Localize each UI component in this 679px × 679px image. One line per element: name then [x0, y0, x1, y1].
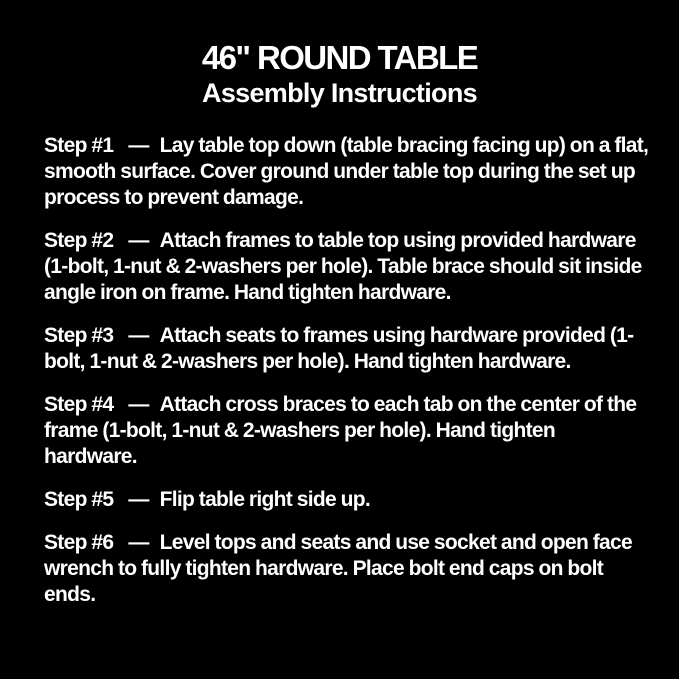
step-paragraph — [44, 530, 649, 608]
step-paragraph — [44, 323, 649, 375]
step-dash: — — [128, 393, 149, 416]
step-label: Step #6 — [44, 531, 114, 554]
step-label: Step #5 — [44, 488, 114, 511]
step-paragraph — [44, 487, 649, 513]
step-dash: — — [128, 324, 149, 347]
header — [0, 0, 679, 108]
step-body: Lay table top down (table bracing facing up) on a flat, smooth surface. Cover ground under table top during the set up process to prevent damage. — [44, 134, 649, 209]
step-label: Step #3 — [44, 324, 114, 347]
step-dash: — — [128, 229, 149, 252]
step-paragraph — [44, 228, 649, 306]
step-body: Attach frames to table top using provided hardware (1-bolt, 1-nut & 2-washers per hole). Table brace should sit inside angle iron on frame. Hand tighten hardware. — [44, 229, 642, 304]
page-subtitle: Assembly Instructions — [202, 78, 477, 108]
step-label: Step #4 — [44, 393, 114, 416]
step-dash: — — [128, 488, 149, 511]
step-label: Step #2 — [44, 229, 114, 252]
steps-list — [0, 133, 679, 608]
step-body: Attach seats to frames using hardware provided (1-bolt, 1-nut & 2-washers per hole). Hand tighten hardware. — [44, 324, 634, 373]
step-body: Level tops and seats and use socket and open face wrench to fully tighten hardware. Place bolt end caps on bolt ends. — [44, 531, 632, 606]
step-body: Attach cross braces to each tab on the center of the frame (1-bolt, 1-nut & 2-washers per hole). Hand tighten hardware. — [44, 393, 637, 468]
step-body: Flip table right side up. — [159, 488, 370, 511]
step-paragraph — [44, 133, 649, 211]
step-dash: — — [128, 531, 149, 554]
page-title: 46" ROUND TABLE — [201, 39, 478, 76]
step-dash: — — [128, 134, 149, 157]
step-paragraph — [44, 392, 649, 470]
step-label: Step #1 — [44, 134, 114, 157]
